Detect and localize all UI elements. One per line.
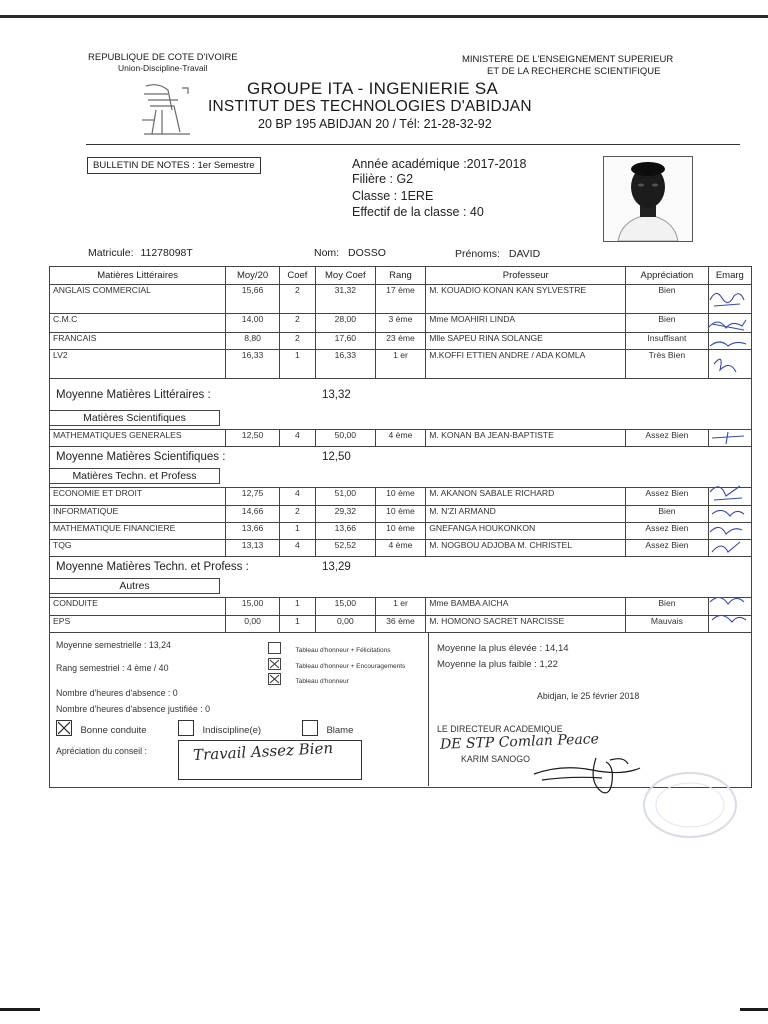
prenoms [455, 248, 540, 260]
ministry-line-2: ET DE LA RECHERCHE SCIENTIFIQUE [487, 66, 661, 77]
moy-cell: 14,66 [226, 506, 280, 523]
appr-cell: Insuffisant [626, 333, 708, 350]
scan-edge-top [0, 15, 768, 18]
table-header-row [50, 267, 752, 285]
prof-cell: M. AKANON SABALE RICHARD [426, 488, 626, 506]
matiere-cell: MATHEMATIQUE FINANCIERE [50, 523, 226, 540]
footer-vertical-divider [428, 632, 429, 786]
moy-cell: 0,00 [226, 616, 280, 633]
matiere-cell: CONDUITE [50, 598, 226, 616]
bulletin-title: BULLETIN DE NOTES : 1er Semestre [87, 157, 261, 174]
moycoef-cell: 17,60 [315, 333, 375, 350]
filiere: Filière : G2 [352, 172, 414, 186]
moy-cell: 14,00 [226, 314, 280, 333]
moyenne-litteraires-label: Moyenne Matières Littéraires : [56, 389, 211, 401]
rang-cell: 1 er [375, 350, 426, 379]
moycoef-cell: 51,00 [315, 488, 375, 506]
header-divider [86, 144, 740, 145]
moycoef-cell: 16,33 [315, 350, 375, 379]
moy-cell: 15,00 [226, 598, 280, 616]
appr-cell: Assez Bien [626, 523, 708, 540]
prof-cell: M. N'ZI ARMAND [426, 506, 626, 523]
moycoef-cell: 50,00 [315, 430, 375, 447]
scan-edge-bottom-left [0, 1008, 40, 1011]
rang-semestriel: Rang semestriel : 4 ème / 40 [56, 663, 169, 673]
matiere-cell: TQG [50, 540, 226, 557]
col-appreciation: Appréciation [626, 267, 708, 285]
coef-cell: 1 [279, 616, 315, 633]
appr-cell: Bien [626, 506, 708, 523]
nom-label: Nom: [314, 247, 340, 259]
directeur-name: KARIM SANOGO [461, 754, 530, 764]
indiscipline-label: Indiscipline(e) [202, 725, 262, 736]
rang-cell: 10 ème [375, 506, 426, 523]
prof-cell: M. NOGBOU ADJOBA M. CHRISTEL [426, 540, 626, 557]
directeur-handwritten: DE STP Comlan Peace [439, 731, 600, 753]
checkbox-tableau [268, 672, 349, 690]
table-row [50, 506, 752, 523]
grades-table-scientifiques [49, 429, 752, 447]
appr-cell: Bien [626, 285, 708, 314]
section-title-autres: Autres [49, 578, 220, 594]
section-title-scientifiques: Matières Scientifiques [49, 410, 220, 426]
col-emarg: Emarg [708, 267, 751, 285]
matricule-value: 11278098T [140, 247, 193, 259]
moyenne-scientifiques-value: 12,50 [322, 451, 351, 463]
nom [314, 247, 386, 259]
signature-date: Abidjan, le 25 février 2018 [537, 691, 640, 701]
coef-cell: 2 [279, 285, 315, 314]
appr-cell: Assez Bien [626, 540, 708, 557]
matiere-cell: ECONOMIE ET DROIT [50, 488, 226, 506]
ita-logo [138, 80, 196, 138]
appreciation-conseil-label: Apréciation du conseil : [56, 746, 147, 756]
prof-cell: M.KOFFI ETTIEN ANDRE / ADA KOMLA [426, 350, 626, 379]
section-title-techn: Matières Techn. et Profess [49, 468, 220, 484]
coef-cell: 2 [279, 333, 315, 350]
rang-cell: 10 ème [375, 488, 426, 506]
rang-cell: 3 ème [375, 314, 426, 333]
appr-cell: Bien [626, 598, 708, 616]
class-size: Effectif de la classe : 40 [352, 205, 484, 219]
prof-cell: M. KOUADIO KONAN KAN SYLVESTRE [426, 285, 626, 314]
directeur-signature [532, 752, 642, 796]
rang-cell: 17 ème [375, 285, 426, 314]
col-matiere: Matières Littéraires [50, 267, 226, 285]
moycoef-cell: 29,32 [315, 506, 375, 523]
group-name: GROUPE ITA - INGENIERIE SA [247, 79, 499, 98]
rang-cell: 1 er [375, 598, 426, 616]
moycoef-cell: 15,00 [315, 598, 375, 616]
table-row [50, 314, 752, 333]
checkbox-blame [302, 720, 353, 741]
rang-cell: 10 ème [375, 523, 426, 540]
checkbox-indiscipline [178, 720, 261, 741]
prof-cell: M. KONAN BA JEAN-BAPTISTE [426, 430, 626, 447]
moy-cell: 12,50 [226, 430, 280, 447]
col-moy20: Moy/20 [226, 267, 280, 285]
rang-cell: 4 ème [375, 540, 426, 557]
rang-cell: 23 ème [375, 333, 426, 350]
moy-cell: 13,66 [226, 523, 280, 540]
matiere-cell: EPS [50, 616, 226, 633]
heures-absence-justifiee: Nombre d'heures d'absence justifiée : 0 [56, 704, 210, 714]
moycoef-cell: 28,00 [315, 314, 375, 333]
coef-cell: 4 [279, 488, 315, 506]
appr-cell: Bien [626, 314, 708, 333]
checkbox-encouragements-label: Tableau d'honneur + Encouragements [295, 663, 406, 670]
table-row [50, 523, 752, 540]
bonne-conduite-label: Bonne conduite [80, 725, 147, 736]
col-professeur: Professeur [426, 267, 626, 285]
table-row [50, 333, 752, 350]
moy-cell: 12,75 [226, 488, 280, 506]
prenoms-label: Prénoms: [455, 248, 500, 260]
table-row [50, 540, 752, 557]
moyenne-techn-value: 13,29 [322, 561, 351, 573]
classe: Classe : 1ERE [352, 189, 434, 203]
moyenne-semestrielle: Moyenne semestrielle : 13,24 [56, 640, 171, 650]
prof-cell: Mme MOAHIRI LINDA [426, 314, 626, 333]
institute-name: INSTITUT DES TECHNOLOGIES D'ABIDJAN [208, 98, 532, 115]
moyenne-plus-elevee: Moyenne la plus élevée : 14,14 [437, 643, 569, 654]
scan-edge-bottom-right [740, 1008, 768, 1011]
country-name: REPUBLIQUE DE COTE D'IVOIRE [88, 52, 238, 63]
table-row [50, 616, 752, 633]
appr-cell: Assez Bien [626, 430, 708, 447]
moycoef-cell: 52,52 [315, 540, 375, 557]
prenoms-value: DAVID [508, 248, 541, 260]
coef-cell: 1 [279, 350, 315, 379]
student-photo [603, 156, 693, 242]
institute-address: 20 BP 195 ABIDJAN 20 / Tél: 21-28-32-92 [258, 117, 492, 131]
checkbox-tableau-box [268, 673, 281, 685]
matiere-cell: INFORMATIQUE [50, 506, 226, 523]
checkbox-felicitations-label: Tableau d'honneur + Félicitations [295, 647, 391, 654]
rang-cell: 36 ème [375, 616, 426, 633]
checkbox-encouragements-box [268, 658, 281, 670]
ministry-line-1: MINISTERE DE L'ENSEIGNEMENT SUPERIEUR [462, 54, 674, 65]
moyenne-scientifiques-label: Moyenne Matières Scientifiques : [56, 451, 226, 463]
moyenne-litteraires-value: 13,32 [322, 389, 351, 401]
prof-cell: GNEFANGA HOUKONKON [426, 523, 626, 540]
moy-cell: 8,80 [226, 333, 280, 350]
appreciation-conseil-box [178, 740, 362, 780]
appr-cell: Assez Bien [626, 488, 708, 506]
table-row [50, 598, 752, 616]
coef-cell: 4 [279, 430, 315, 447]
appreciation-handwritten: Travail Assez Bien [192, 738, 334, 765]
matiere-cell: C.M.C [50, 314, 226, 333]
moy-cell: 15,66 [226, 285, 280, 314]
moy-cell: 16,33 [226, 350, 280, 379]
checkbox-felicitations-box [268, 642, 281, 654]
coef-cell: 1 [279, 598, 315, 616]
prof-cell: Mme BAMBA AICHA [426, 598, 626, 616]
table-row [50, 350, 752, 379]
matiere-cell: MATHEMATIQUES GENERALES [50, 430, 226, 447]
directeur-title: LE DIRECTEUR ACADEMIQUE [437, 724, 563, 734]
coef-cell: 1 [279, 523, 315, 540]
moycoef-cell: 0,00 [315, 616, 375, 633]
matricule [88, 247, 193, 259]
coef-cell: 4 [279, 540, 315, 557]
matricule-label: Matricule: [88, 247, 134, 259]
emargement-signatures [706, 286, 750, 641]
checkbox-indiscipline-box [178, 720, 194, 736]
appr-cell: Très Bien [626, 350, 708, 379]
grades-table-techn [49, 487, 752, 557]
moycoef-cell: 31,32 [315, 285, 375, 314]
grades-table-litteraires [49, 266, 752, 379]
grades-table-autres [49, 597, 752, 633]
matiere-cell: LV2 [50, 350, 226, 379]
moyenne-plus-faible: Moyenne la plus faible : 1,22 [437, 659, 558, 670]
coef-cell: 2 [279, 506, 315, 523]
appr-cell: Mauvais [626, 616, 708, 633]
col-moycoef: Moy Coef [315, 267, 375, 285]
col-rang: Rang [375, 267, 426, 285]
heures-absence: Nombre d'heures d'absence : 0 [56, 688, 178, 698]
moyenne-techn-label: Moyenne Matières Techn. et Profess : [56, 561, 249, 573]
moycoef-cell: 13,66 [315, 523, 375, 540]
coef-cell: 2 [279, 314, 315, 333]
moy-cell: 13,13 [226, 540, 280, 557]
academic-year: Année académique :2017-2018 [352, 157, 527, 171]
table-row [50, 488, 752, 506]
checkbox-tableau-label: Tableau d'honneur [295, 678, 349, 685]
matiere-cell: ANGLAIS COMMERCIAL [50, 285, 226, 314]
prof-cell: Mlle SAPEU RINA SOLANGE [426, 333, 626, 350]
checkbox-blame-box [302, 720, 318, 736]
prof-cell: M. HOMONO SACRET NARCISSE [426, 616, 626, 633]
nom-value: DOSSO [348, 247, 386, 259]
matiere-cell: FRANCAIS [50, 333, 226, 350]
col-coef: Coef [279, 267, 315, 285]
blame-label: Blame [326, 725, 354, 736]
country-motto: Union-Discipline-Travail [118, 63, 208, 73]
checkbox-bonne-conduite [56, 720, 146, 741]
institution-stamp [640, 770, 740, 840]
table-row [50, 285, 752, 314]
table-row [50, 430, 752, 447]
checkbox-bonne-conduite-box [56, 720, 72, 736]
rang-cell: 4 ème [375, 430, 426, 447]
